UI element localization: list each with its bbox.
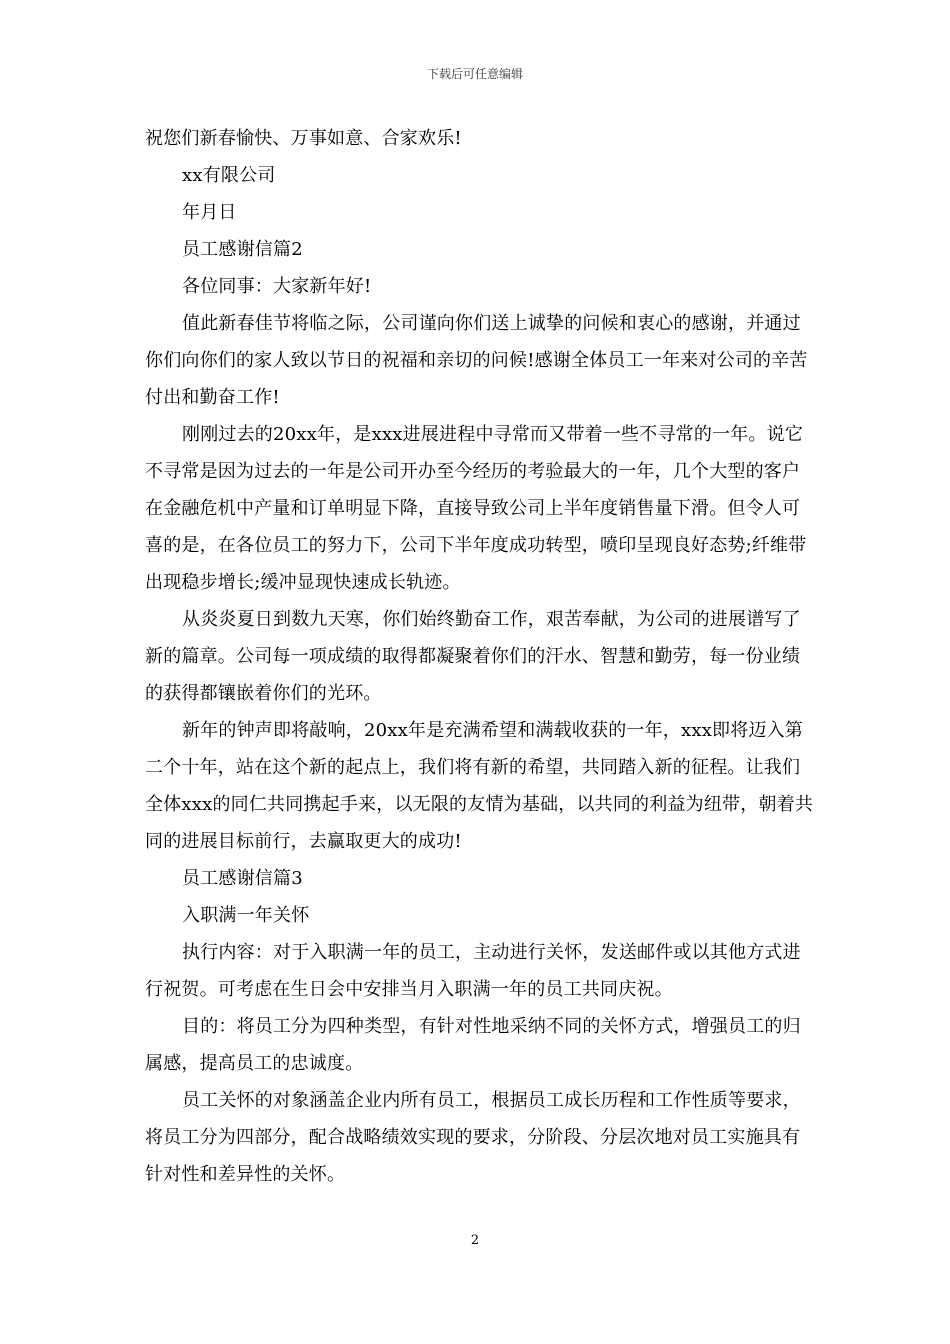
paragraph: 值此新春佳节将临之际，公司谨向你们送上诚挚的问候和衷心的感谢，并通过你们向你们的家人致以节日的祝福和亲切的问候!感谢全体员工一年来对公司的辛苦付出和勤奋工作! <box>145 313 808 408</box>
paragraph: 目的：将员工分为四种类型，有针对性地采纳不同的关怀方式，增强员工的归属感，提高员工的忠诚度。 <box>145 1016 801 1074</box>
paragraph: 各位同事：大家新年好! <box>182 276 372 297</box>
document-body <box>145 120 815 1193</box>
paragraph: 刚刚过去的20xx年，是xxx进展进程中寻常而又带着一些不寻常的一年。说它不寻常是因为过去的一年是公司开办至今经历的考验最大的一年，几个大型的客户在金融危机中产量和订单明显下降，直接导致公司上半年度销售量下滑。但令人可喜的是，在各位员工的努力下，公司下半年度成功转型，喷印呈现良好态势;纤维带出现稳步增长;缓冲显现快速成长轨迹。 <box>145 424 807 593</box>
page-header-note: 下载后可任意编辑 <box>426 67 523 81</box>
paragraph: 员工关怀的对象涵盖企业内所有员工，根据员工成长历程和工作性质等要求，将员工分为四部分，配合战略绩效实现的要求，分阶段、分层次地对员工实施具有针对性和差异性的关怀。 <box>145 1090 801 1185</box>
paragraph: 执行内容：对于入职满一年的员工，主动进行关怀，发送邮件或以其他方式进行祝贺。可考虑在生日会中安排当月入职满一年的员工共同庆祝。 <box>145 942 801 1000</box>
paragraph: 新年的钟声即将敲响，20xx年是充满希望和满载收获的一年，xxx即将迈入第二个十年，站在这个新的起点上，我们将有新的希望，共同踏入新的征程。让我们全体xxx的同仁共同携起手来，以无限的友情为基础，以共同的利益为纽带，朝着共同的进展目标前行，去赢取更大的成功! <box>145 720 814 852</box>
paragraph: 入职满一年关怀 <box>182 905 310 926</box>
section-heading: 员工感谢信篇3 <box>182 868 303 889</box>
section-heading: 员工感谢信篇2 <box>182 239 303 260</box>
page-number: 2 <box>470 1233 480 1248</box>
paragraph: 年月日 <box>182 202 237 223</box>
paragraph: 祝您们新春愉快、万事如意、合家欢乐! <box>145 128 462 149</box>
paragraph: xx有限公司 <box>182 165 276 186</box>
paragraph: 从炎炎夏日到数九天寒，你们始终勤奋工作，艰苦奉献，为公司的进展谱写了新的篇章。公司每一项成绩的取得都凝聚着你们的汗水、智慧和勤劳，每一份业绩的获得都镶嵌着你们的光环。 <box>145 609 801 704</box>
